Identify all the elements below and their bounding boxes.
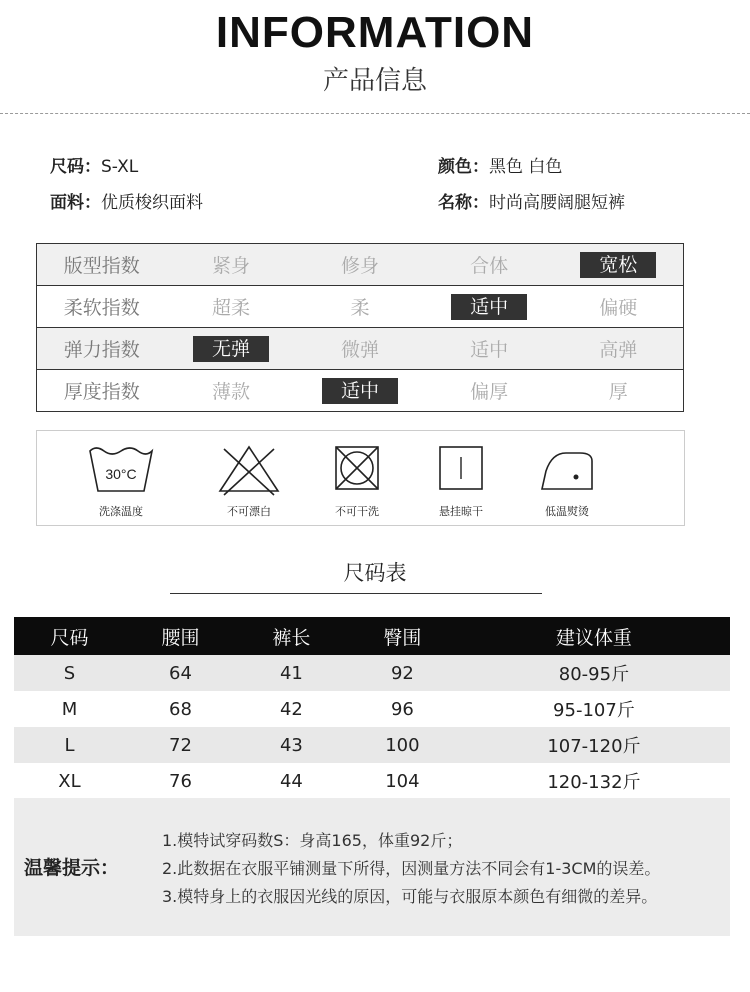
size-cell: 76: [169, 770, 192, 792]
tips-label: 温馨提示：: [24, 857, 120, 879]
size-cell: XL: [58, 770, 81, 792]
care-label: 低温熨烫: [545, 505, 589, 518]
tips-panel: [14, 798, 730, 936]
care-item: [71, 441, 171, 519]
index-option-cell: [296, 370, 425, 412]
size-row: [14, 763, 730, 799]
fabric-label: 面料：: [50, 193, 101, 213]
size-header-cell: 腰围: [125, 617, 236, 655]
index-row: [37, 370, 684, 412]
size-header-cell: 建议体重: [458, 617, 730, 655]
size-cell: 41: [236, 655, 347, 691]
size-cell: 95-107斤: [553, 700, 635, 721]
size-header-cell: 尺码: [14, 617, 125, 655]
index-option-selected: 适中: [451, 294, 527, 320]
index-option-cell: 高弹: [554, 328, 684, 370]
size-row: [14, 655, 730, 691]
fabric-value: 优质梭织面料: [101, 193, 203, 213]
index-option-cell: [167, 328, 296, 370]
tip-line: 3.模特身上的衣服因光线的原因，可能与衣服原本颜色有细微的差异。: [162, 887, 658, 906]
color-value: 黑色 白色: [489, 157, 563, 177]
size-cell: 96: [390, 698, 414, 720]
index-row-label: 弹力指数: [37, 328, 167, 370]
size-cell: 43: [236, 727, 347, 763]
no-dry-clean-icon: [322, 441, 392, 497]
hang-dry-icon: [426, 441, 496, 497]
dashed-divider: [0, 113, 750, 114]
care-label: 悬挂晾干: [439, 505, 483, 518]
wash-temp-text: 30°C: [105, 466, 137, 482]
index-option-cell: 紧身: [167, 244, 296, 286]
size-cell: 44: [279, 770, 303, 792]
size-label: 尺码：: [50, 157, 101, 177]
care-item: [199, 441, 299, 519]
index-option-selected: 适中: [322, 378, 398, 404]
size-cell: M: [61, 698, 78, 720]
wash-30-icon: [86, 441, 156, 497]
index-option-cell: 厚: [608, 381, 628, 403]
care-item: [307, 441, 407, 519]
size-value: S-XL: [101, 157, 139, 177]
index-option-cell: [554, 244, 684, 286]
index-option-cell: 柔: [296, 286, 425, 328]
care-item: [411, 441, 511, 519]
index-row: [37, 328, 684, 370]
index-row: [37, 286, 684, 328]
care-label: 不可干洗: [335, 505, 379, 518]
tip-line: 1.模特试穿码数S：身高165，体重92斤；: [162, 831, 463, 850]
index-option-cell: 适中: [425, 328, 554, 370]
size-cell: 104: [385, 770, 420, 792]
size-chart-title: 尺码表: [343, 561, 407, 585]
index-option-cell: 薄款: [212, 381, 251, 403]
size-cell: 68: [169, 698, 192, 720]
index-row-label: 柔软指数: [37, 286, 167, 328]
index-row-label: 厚度指数: [37, 370, 167, 412]
page-title: INFORMATION: [215, 8, 535, 57]
tip-line: 2.此数据在衣服平铺测量下所得，因测量方法不同会有1-3CM的误差。: [162, 859, 661, 878]
name-value: 时尚高腰阔腿短裤: [489, 193, 625, 213]
size-cell: 100: [347, 727, 458, 763]
fabric-info: [50, 188, 203, 213]
care-item: [517, 441, 617, 519]
no-bleach-icon: [214, 441, 284, 497]
index-option-cell: 偏厚: [470, 381, 509, 403]
index-option-cell: 微弹: [296, 328, 425, 370]
index-option-cell: 偏硬: [554, 286, 684, 328]
index-option-cell: 合体: [425, 244, 554, 286]
size-cell: 107-120斤: [458, 727, 730, 763]
size-cell: 120-132斤: [547, 772, 641, 793]
index-option-cell: [425, 286, 554, 328]
size-info: [50, 152, 138, 177]
index-option-cell: 修身: [296, 244, 425, 286]
size-cell: S: [14, 655, 125, 691]
name-info: [438, 188, 625, 213]
index-table: [36, 243, 684, 412]
size-row: [14, 727, 730, 763]
index-row: [37, 244, 684, 286]
index-row-label: 版型指数: [37, 244, 167, 286]
color-info: [438, 152, 562, 177]
index-option-selected: 宽松: [580, 252, 656, 278]
size-cell: 92: [347, 655, 458, 691]
size-header-cell: 臀围: [347, 617, 458, 655]
size-cell: 80-95斤: [458, 655, 730, 691]
size-cell: L: [14, 727, 125, 763]
size-cell: 42: [279, 698, 303, 720]
index-option-cell: 超柔: [167, 286, 296, 328]
color-label: 颜色：: [438, 157, 489, 177]
low-iron-icon: [532, 441, 602, 497]
page-subtitle: 产品信息: [322, 66, 427, 96]
size-table: [14, 617, 730, 799]
care-label: 洗涤温度: [99, 505, 143, 518]
size-title-underline: [170, 593, 542, 594]
care-panel: [36, 430, 685, 526]
size-row: [14, 691, 730, 727]
size-cell: 64: [125, 655, 236, 691]
care-label: 不可漂白: [227, 505, 271, 518]
index-option-selected: 无弹: [193, 336, 269, 362]
name-label: 名称：: [438, 193, 489, 213]
size-cell: 72: [125, 727, 236, 763]
size-header-cell: 裤长: [236, 617, 347, 655]
